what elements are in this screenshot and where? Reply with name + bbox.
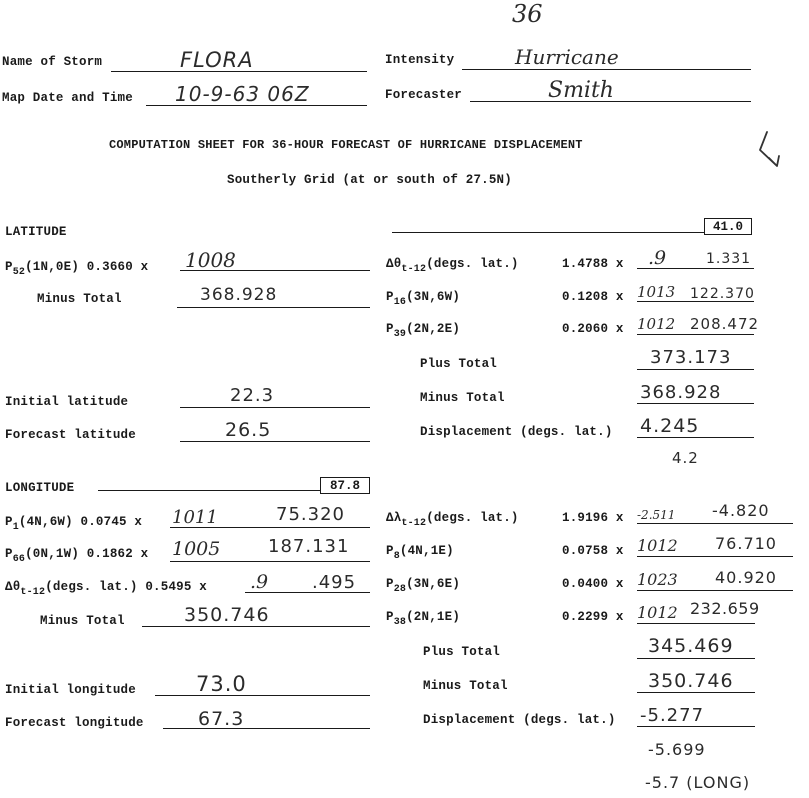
long-dlambda-units: (degs. lat.)	[426, 511, 519, 525]
p38-result: 232.659	[690, 599, 760, 618]
lat-displacement-rounded: 4.2	[672, 449, 699, 467]
p1-coefficient: (4N,6W) 0.0745 x	[18, 515, 143, 529]
storm-name-label: Name of Storm	[2, 55, 103, 69]
lat-plus-total-line	[637, 369, 754, 370]
lat-minus-total2-line	[637, 403, 754, 404]
lat-dtheta-input: .9	[648, 247, 667, 269]
lat-displacement-label: Displacement (degs. lat.)	[420, 425, 613, 439]
long-dlambda-line	[637, 523, 793, 524]
long-extra-value-2: -5.7 (LONG)	[645, 773, 751, 792]
initial-latitude-value: 22.3	[230, 385, 275, 406]
p28-position: (3N,6E)	[406, 577, 461, 591]
lat-minus-total-value: 368.928	[200, 285, 278, 305]
long-dtheta-result: .495	[312, 572, 357, 593]
p38-row-label: $P_{38}(2N,1E)$	[386, 610, 461, 628]
forecast-longitude-value: 67.3	[198, 708, 245, 730]
long-dlambda-coeff: 1.9196 x	[562, 511, 624, 525]
arrow-mark-icon	[755, 128, 787, 173]
p28-coeff: 0.0400 x	[562, 577, 624, 591]
p66-row-label: $P_{66}(0N,1W)$ 0.1862 x	[5, 547, 149, 565]
lat-minus-total2-label: Minus Total	[420, 391, 505, 405]
p8-result: 76.710	[715, 534, 777, 553]
initial-longitude-line	[155, 695, 370, 696]
lat-dtheta-units: (degs. lat.)	[426, 257, 519, 271]
p8-row-label: $P_8(4N,1E)$	[386, 544, 454, 562]
p66-line	[170, 561, 370, 562]
lat-dtheta-coeff: 1.4788 x	[562, 257, 624, 271]
forecast-latitude-label: Forecast latitude	[5, 428, 136, 442]
long-dlambda-input: -2.511	[637, 508, 676, 522]
p39-result: 208.472	[690, 315, 760, 333]
p52-row-label: $P_{52}(1N,0E)$ 0.3660 x	[5, 260, 149, 278]
forecast-latitude-value: 26.5	[225, 419, 272, 441]
sheet-title: COMPUTATION SHEET FOR 36-HOUR FORECAST OF HURRICANE DISPLACEMENT	[109, 138, 583, 152]
long-minus-total-value: 350.746	[184, 604, 270, 626]
p39-coeff: 0.2060 x	[562, 322, 624, 336]
intensity-label: Intensity	[385, 53, 455, 67]
long-dlambda-result: -4.820	[712, 501, 770, 520]
long-minus-total2-line	[637, 692, 755, 693]
long-dtheta-coeff: (degs. lat.) 0.5495 x	[45, 580, 207, 594]
p16-result: 122.370	[690, 286, 755, 302]
lat-displacement-line	[637, 437, 754, 438]
p52-value: 1008	[185, 248, 236, 272]
p8-position: (4N,1E)	[399, 544, 454, 558]
longitude-box: 87.8	[320, 477, 370, 494]
sheet-subtitle: Southerly Grid (at or south of 27.5N)	[227, 173, 512, 187]
p28-result: 40.920	[715, 568, 777, 587]
p28-line	[637, 590, 793, 591]
long-plus-total-value: 345.469	[648, 635, 734, 657]
long-dtheta-input: .9	[250, 571, 269, 593]
p66-coefficient: (0N,1W) 0.1862 x	[25, 547, 149, 561]
forecast-latitude-line	[180, 441, 370, 442]
p39-line	[637, 334, 754, 335]
long-dlambda-row-label: $\Delta\lambda_{t-12}(degs$. lat.)	[386, 511, 519, 529]
map-date-label: Map Date and Time	[2, 91, 133, 105]
p16-input: 1013	[637, 283, 676, 301]
p1-input: 1011	[172, 507, 218, 528]
long-minus-total2-value: 350.746	[648, 670, 734, 692]
page-number: 36	[512, 0, 543, 28]
p66-result: 187.131	[268, 536, 350, 557]
storm-name-value: FLORA	[180, 48, 254, 72]
initial-latitude-label: Initial latitude	[5, 395, 129, 409]
latitude-box: 41.0	[704, 218, 752, 235]
long-extra-value-1: -5.699	[648, 740, 706, 759]
lat-plus-total-value: 373.173	[650, 347, 732, 368]
forecast-longitude-label: Forecast longitude	[5, 716, 144, 730]
longitude-heading: LONGITUDE	[5, 481, 75, 495]
p39-position: (2N,2E)	[406, 322, 461, 336]
long-displacement-label: Displacement (degs. lat.)	[423, 713, 616, 727]
forecaster-value: Smith	[548, 78, 614, 103]
long-dtheta-row-label: $\Delta\theta_{t-12}(degs$. lat.) 0.5495 x	[5, 580, 207, 598]
long-displacement-line	[637, 726, 755, 727]
p8-coeff: 0.0758 x	[562, 544, 624, 558]
forecast-longitude-line	[163, 728, 370, 729]
p38-line	[637, 623, 755, 624]
p66-input: 1005	[172, 538, 221, 560]
map-date-value: 10-9-63 06Z	[175, 82, 310, 106]
long-minus-total-label: Minus Total	[40, 614, 125, 628]
p38-position: (2N,1E)	[406, 610, 461, 624]
lat-minus-total-line	[177, 307, 370, 308]
intensity-value: Hurricane	[515, 45, 619, 69]
initial-latitude-line	[180, 407, 370, 408]
latitude-heading-line	[392, 232, 704, 233]
long-minus-total-line	[142, 626, 370, 627]
p38-input: 1012	[637, 603, 678, 622]
lat-dtheta-result: 1.331	[706, 251, 752, 267]
intensity-line	[462, 69, 751, 70]
p39-row-label: $P_{39}(2N,2E)$	[386, 322, 461, 340]
p16-position: (3N,6W)	[406, 290, 461, 304]
initial-longitude-value: 73.0	[196, 672, 247, 696]
p39-input: 1012	[637, 315, 676, 333]
p52-coefficient: (1N,0E) 0.3660 x	[25, 260, 149, 274]
latitude-heading: LATITUDE	[5, 225, 67, 239]
p1-result: 75.320	[276, 504, 345, 525]
p38-coeff: 0.2299 x	[562, 610, 624, 624]
lat-displacement-value: 4.245	[640, 415, 700, 437]
p16-coeff: 0.1208 x	[562, 290, 624, 304]
initial-longitude-label: Initial longitude	[5, 683, 136, 697]
longitude-heading-line	[98, 490, 320, 491]
p1-row-label: $P_1(4N,6W)$ 0.0745 x	[5, 515, 143, 533]
lat-dtheta-row-label: $\Delta\theta_{t-12}(degs$. lat.)	[386, 257, 519, 275]
lat-plus-total-label: Plus Total	[420, 357, 498, 371]
long-displacement-value: -5.277	[640, 705, 705, 726]
p8-line	[637, 556, 793, 557]
long-plus-total-label: Plus Total	[423, 645, 501, 659]
lat-minus-total2-value: 368.928	[640, 382, 722, 403]
p8-input: 1012	[637, 536, 678, 555]
p28-row-label: $P_{28}(3N,6E)$	[386, 577, 461, 595]
forecaster-label: Forecaster	[385, 88, 463, 102]
lat-minus-total-label: Minus Total	[37, 292, 122, 306]
p28-input: 1023	[637, 570, 678, 589]
long-plus-total-line	[637, 658, 755, 659]
p16-row-label: $P_{16}(3N,6W)$	[386, 290, 461, 308]
long-minus-total2-label: Minus Total	[423, 679, 508, 693]
